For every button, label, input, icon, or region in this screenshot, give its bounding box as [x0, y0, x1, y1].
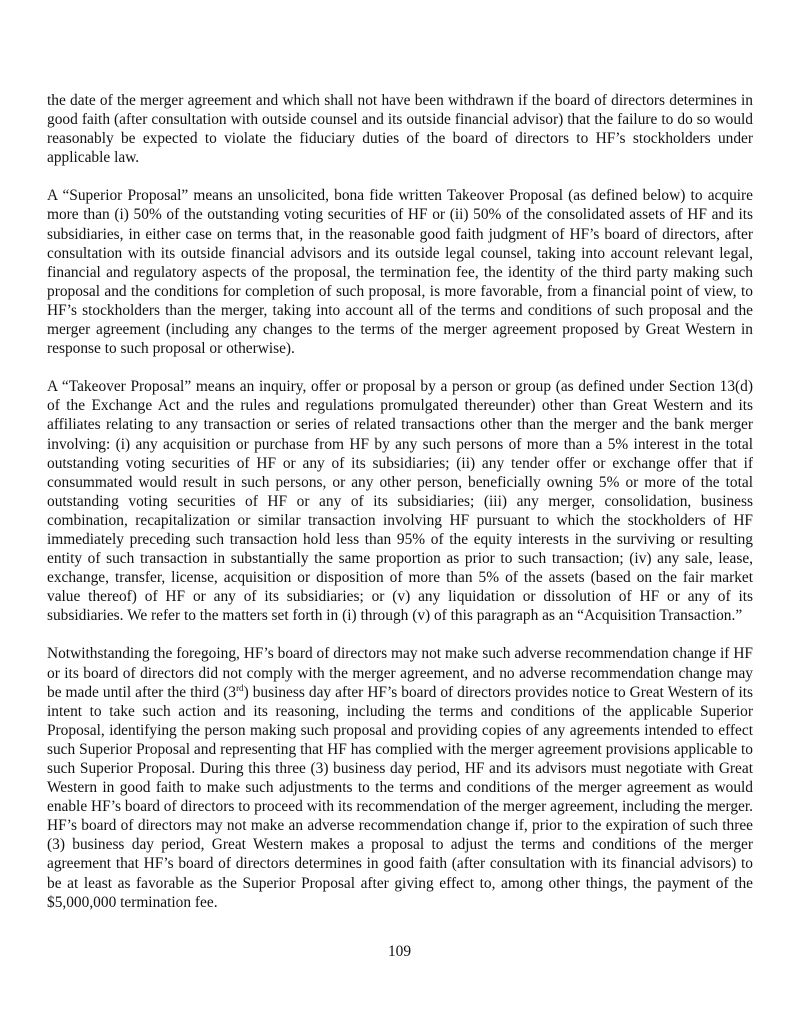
paragraph-takeover-proposal: A “Takeover Proposal” means an inquiry, offer or proposal by a person or group (as defined under Section 13(d) of the Exchange Act and the rules and regulations promulgated thereunder) other than Great Western and its affiliates relating to any transaction or series of related transactions other than the merger and the bank merger involving: (i) any acquisition or purchase from HF by any such persons of more than a 5% interest in the total outstanding voting securities of HF or any of its subsidiaries; (ii) any tender offer or exchange offer that if consummated would result in such persons, or any other person, beneficially owning 5% or more of the total outstanding voting securities of HF or any of its subsidiaries; (iii) any merger, consolidation, business combination, recapitalization or similar transaction involving HF pursuant to which the stockholders of HF immediately preceding such transaction hold less than 95% of the equity interests in the surviving or resulting entity of such transaction in substantially the same proportion as prior to such transaction; (iv) any sale, lease, exchange, transfer, license, acquisition or disposition of more than 5% of the assets (based on the fair market value thereof) of HF or any of its subsidiaries; or (v) any liquidation or dissolution of HF or any of its subsidiaries. We refer to the matters set forth in (i) through (v) of this paragraph as an “Acquisition Transaction.”	[47, 378, 753, 625]
paragraph-notwithstanding-part1: Notwithstanding the foregoing, HF’s board of directors may not make such adverse recommendation change if HF or its board of directors did not comply with the merger agreement, and no adverse recommendation change may be made until after the third (3	[47, 645, 753, 701]
ordinal-superscript: rd	[236, 682, 244, 693]
paragraph-fiduciary-duties: the date of the merger agreement and which shall not have been withdrawn if the board of directors determines in good faith (after consultation with outside counsel and its outside financial advisor) that the failure to do so would reasonably be expected to violate the fiduciary duties of the board of directors to HF’s stockholders under applicable law.	[47, 92, 753, 167]
paragraph-notwithstanding	[47, 644, 753, 911]
paragraph-superior-proposal: A “Superior Proposal” means an unsolicited, bona fide written Takeover Proposal (as defined below) to acquire more than (i) 50% of the outstanding voting securities of HF or (ii) 50% of the consolidated assets of HF and its subsidiaries, in either case on terms that, in the reasonable good faith judgment of HF’s board of directors, after consultation with its outside financial advisors and its outside legal counsel, taking into account relevant legal, financial and regulatory aspects of the proposal, the termination fee, the identity of the third party making such proposal and the conditions for completion of such proposal, is more favorable, from a financial point of view, to HF’s stockholders than the merger, taking into account all of the terms and conditions of such proposal and the merger agreement (including any changes to the terms of the merger agreement proposed by Great Western in response to such proposal or otherwise).	[47, 187, 753, 358]
paragraph-notwithstanding-part2: ) business day after HF’s board of directors provides notice to Great Western of its intent to take such action and its reasoning, including the terms and conditions of the applicable Superior Proposal, identifying the person making such proposal and providing copies of any agreements intended to effect such Superior Proposal and representing that HF has complied with the merger agreement provisions applicable to such Superior Proposal. During this three (3) business day period, HF and its advisors must negotiate with Great Western in good faith to make such adjustments to the terms and conditions of the merger agreement as would enable HF’s board of directors to proceed with its recommendation of the merger agreement, including the merger. HF’s board of directors may not make an adverse recommendation change if, prior to the expiration of such three (3) business day period, Great Western makes a proposal to adjust the terms and conditions of the merger agreement that HF’s board of directors determines in good faith (after consultation with its financial advisors) to be at least as favorable as the Superior Proposal after giving effect to, among other things, the payment of the $5,000,000 termination fee.	[47, 683, 754, 911]
document-page	[47, 91, 753, 931]
page-number: 109	[387, 943, 412, 960]
